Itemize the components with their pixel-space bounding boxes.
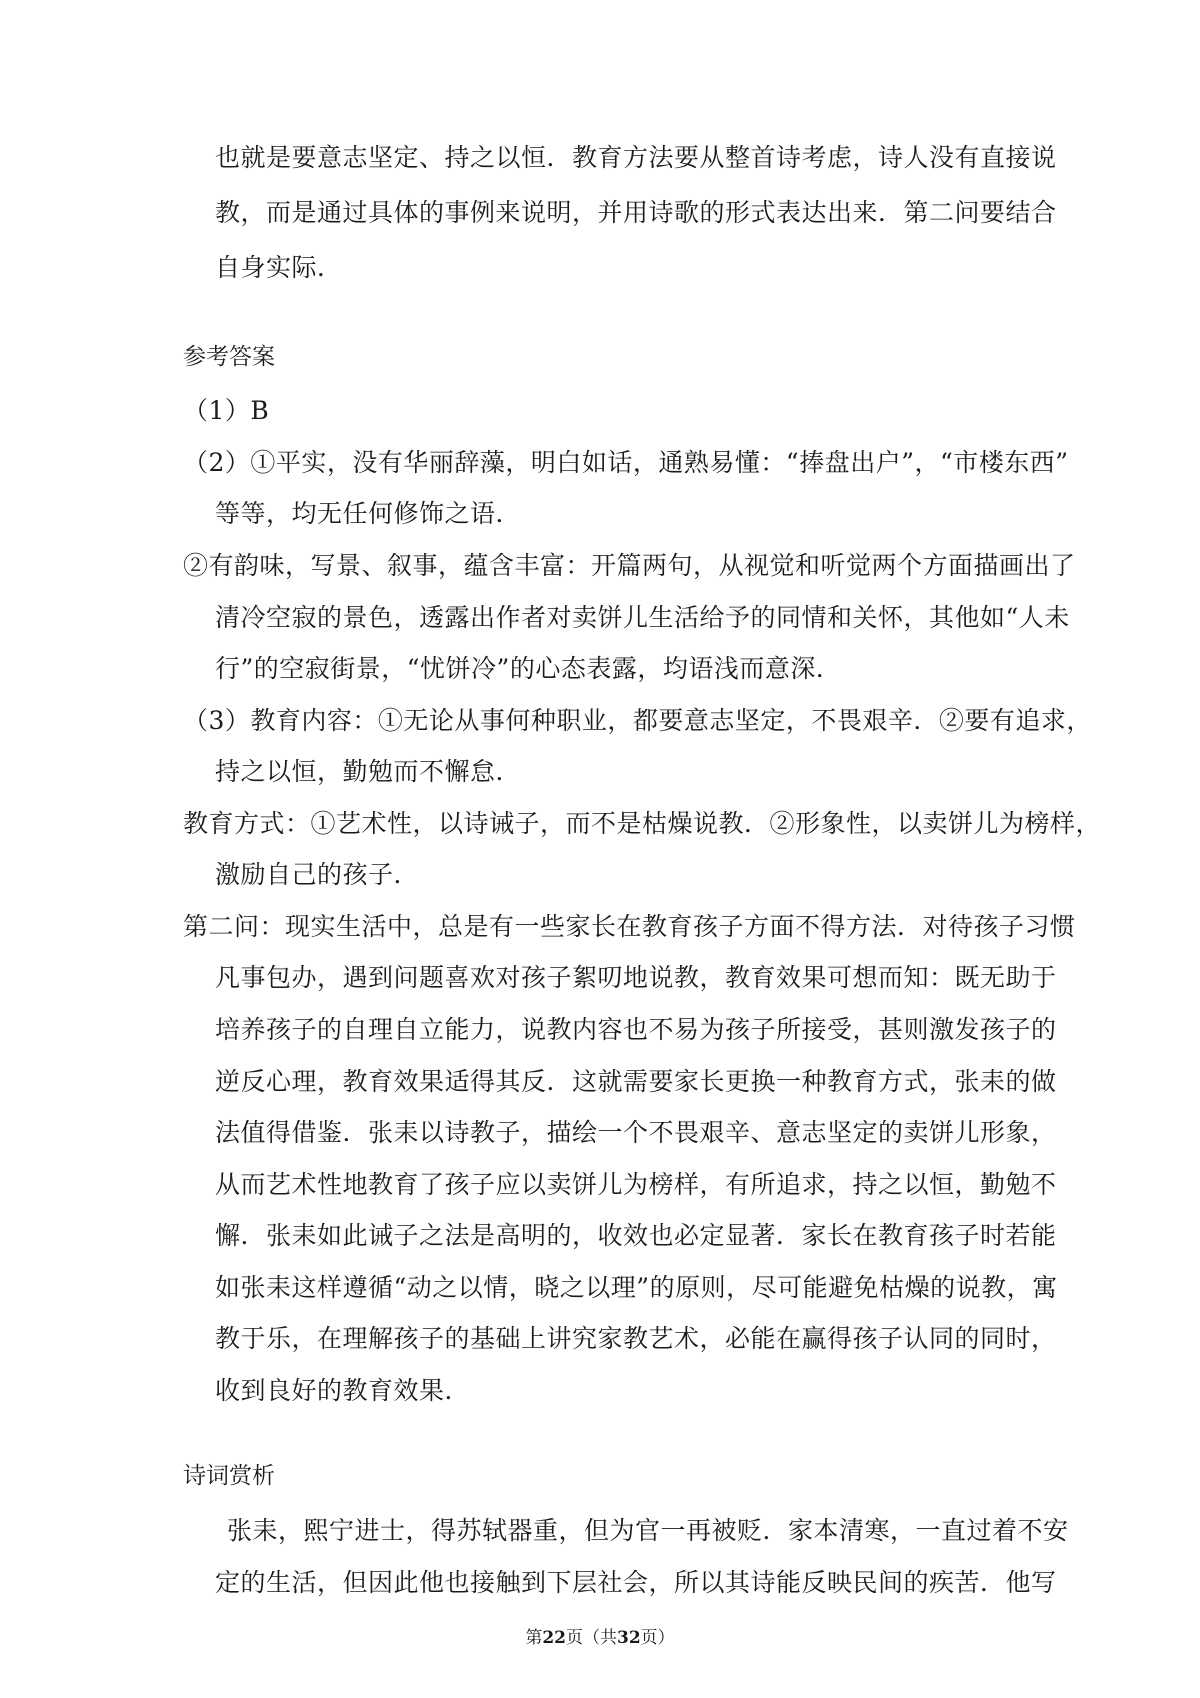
- answer-line: 如张耒这样遵循“动之以情，晓之以理”的原则，尽可能避免枯燥的说教，寓: [215, 1273, 1058, 1302]
- answer-line: 培养孩子的自理自立能力，说教内容也不易为孩子所接受，甚则激发孩子的: [215, 1015, 1057, 1044]
- answer-heading: 参考答案: [183, 344, 275, 370]
- answer-line: 激励自己的孩子．: [215, 860, 420, 889]
- answer-line: （1）B: [183, 396, 270, 425]
- page-footer: [0, 1626, 1200, 1650]
- footer-page-number: 22: [542, 1628, 566, 1648]
- analysis-line: 教，而是通过具体的事例来说明，并用诗歌的形式表达出来．第二问要结合: [215, 198, 1057, 227]
- appreciation-line: 张耒，熙宁进士，得苏轼器重，但为官一再被贬．家本清寒，一直过着不安: [227, 1516, 1069, 1545]
- appreciation-heading: 诗词赏析: [183, 1463, 275, 1489]
- answer-line: 行”的空寂街景，“忧饼冷”的心态表露，均语浅而意深．: [215, 654, 842, 683]
- answer-line: 法值得借鉴．张耒以诗教子，描绘一个不畏艰辛、意志坚定的卖饼儿形象，: [215, 1118, 1057, 1147]
- answer-line: 懈．张耒如此诫子之法是高明的，收效也必定显著．家长在教育孩子时若能: [215, 1221, 1057, 1250]
- appreciation-line: 定的生活，但因此他也接触到下层社会，所以其诗能反映民间的疾苦．他写: [215, 1568, 1057, 1597]
- footer-middle: 页（共: [566, 1628, 617, 1648]
- analysis-line: 自身实际．: [215, 253, 343, 282]
- answer-line: 第二问：现实生活中，总是有一些家长在教育孩子方面不得方法．对待孩子习惯: [183, 912, 1076, 941]
- answer-line: （3）教育内容：①无论从事何种职业，都要意志坚定，不畏艰辛．②要有追求，: [183, 706, 1092, 735]
- answer-line: 等等，均无任何修饰之语．: [215, 499, 522, 528]
- answer-line: 凡事包办，遇到问题喜欢对孩子絮叨地说教，教育效果可想而知：既无助于: [215, 963, 1057, 992]
- answer-line: ②有韵味，写景、叙事，蕴含丰富：开篇两句，从视觉和听觉两个方面描画出了: [183, 551, 1076, 580]
- answer-line: 教于乐，在理解孩子的基础上讲究家教艺术，必能在赢得孩子认同的同时，: [215, 1324, 1057, 1353]
- answer-line: 收到良好的教育效果．: [215, 1376, 471, 1405]
- footer-suffix: 页）: [640, 1628, 675, 1648]
- answer-line: （2）①平实，没有华丽辞藻，明白如话，通熟易懂：“捧盘出户”，“市楼东西”: [183, 448, 1069, 477]
- answer-line: 教育方式：①艺术性，以诗诫子，而不是枯燥说教．②形象性，以卖饼儿为榜样，: [183, 809, 1102, 838]
- answer-line: 清冷空寂的景色，透露出作者对卖饼儿生活给予的同情和关怀，其他如“人未: [215, 603, 1070, 632]
- answer-line: 从而艺术性地教育了孩子应以卖饼儿为榜样，有所追求，持之以恒，勤勉不: [215, 1170, 1057, 1199]
- footer-total-pages: 32: [617, 1628, 641, 1648]
- answer-line: 持之以恒，勤勉而不懈怠．: [215, 757, 522, 786]
- analysis-line: 也就是要意志坚定、持之以恒．教育方法要从整首诗考虑，诗人没有直接说: [215, 143, 1057, 172]
- footer-prefix: 第: [525, 1628, 543, 1648]
- answer-line: 逆反心理，教育效果适得其反．这就需要家长更换一种教育方式，张耒的做: [215, 1067, 1057, 1096]
